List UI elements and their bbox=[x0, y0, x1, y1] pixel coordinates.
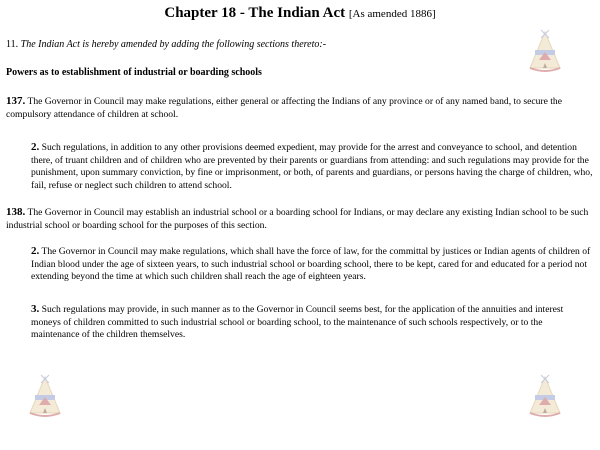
subsection-text: Such regulations may provide, in such manner as to the Governor in Council seems best, for the application of the annuities and interest moneys of children committed to such industrial school or boarding school, to the maintenance of such schools respectively, or to the maintenance of the children themselves. bbox=[31, 304, 564, 340]
section-number: 137. bbox=[6, 95, 26, 107]
section-138 bbox=[6, 206, 591, 232]
section-138-2 bbox=[31, 245, 593, 284]
intro-number: 11. bbox=[6, 39, 19, 50]
subsection-text: The Governor in Council may make regulations, which shall have the force of law, for the committal by justices or Indian agents of children of Indian blood under the age of sixteen years, to such industrial school or boarding school, there to be kept, cared for and educated for a period not extending beyond the time at which such children shall reach the age of eighteen years. bbox=[31, 246, 591, 282]
intro-line bbox=[6, 39, 326, 50]
tipi-emblem-icon bbox=[27, 373, 63, 421]
chapter-subtitle: [As amended 1886] bbox=[348, 8, 436, 20]
section-text: The Governor in Council may make regulations, either general or affecting the Indians of any province or of any named band, to secure the compulsory attendance of children at school. bbox=[6, 96, 562, 120]
subsection-number: 3. bbox=[31, 303, 40, 315]
subsection-number: 2. bbox=[31, 245, 40, 257]
chapter-title: Chapter 18 - The Indian Act bbox=[164, 5, 346, 21]
page-title bbox=[0, 5, 600, 22]
subsection-text: Such regulations, in addition to any other provisions deemed expedient, may provide for the arrest and conveyance to school, and detention there, of truant children and of children who are prevented by their parents or guardians from attending: and such regulations may provide for the punishment, upon summary conviction, by fine or imprisonment, or both, of parents and guardians, or persons having the charge of children, who, fail, refuse or neglect such children to attend school. bbox=[31, 142, 593, 191]
section-138-3 bbox=[31, 303, 593, 342]
tipi-emblem-icon bbox=[527, 373, 563, 421]
tipi-emblem-icon bbox=[527, 28, 563, 76]
section-137-2 bbox=[31, 141, 593, 192]
section-number: 138. bbox=[6, 206, 26, 218]
section-heading: Powers as to establishment of industrial or boarding schools bbox=[6, 67, 262, 78]
intro-text: The Indian Act is hereby amended by adding the following sections thereto:- bbox=[20, 39, 327, 50]
subsection-number: 2. bbox=[31, 141, 40, 153]
section-137 bbox=[6, 95, 591, 121]
section-text: The Governor in Council may establish an industrial school or a boarding school for Indians, or may declare any existing Indian school to be such industrial school or boarding school for the purposes of this section. bbox=[6, 207, 589, 231]
